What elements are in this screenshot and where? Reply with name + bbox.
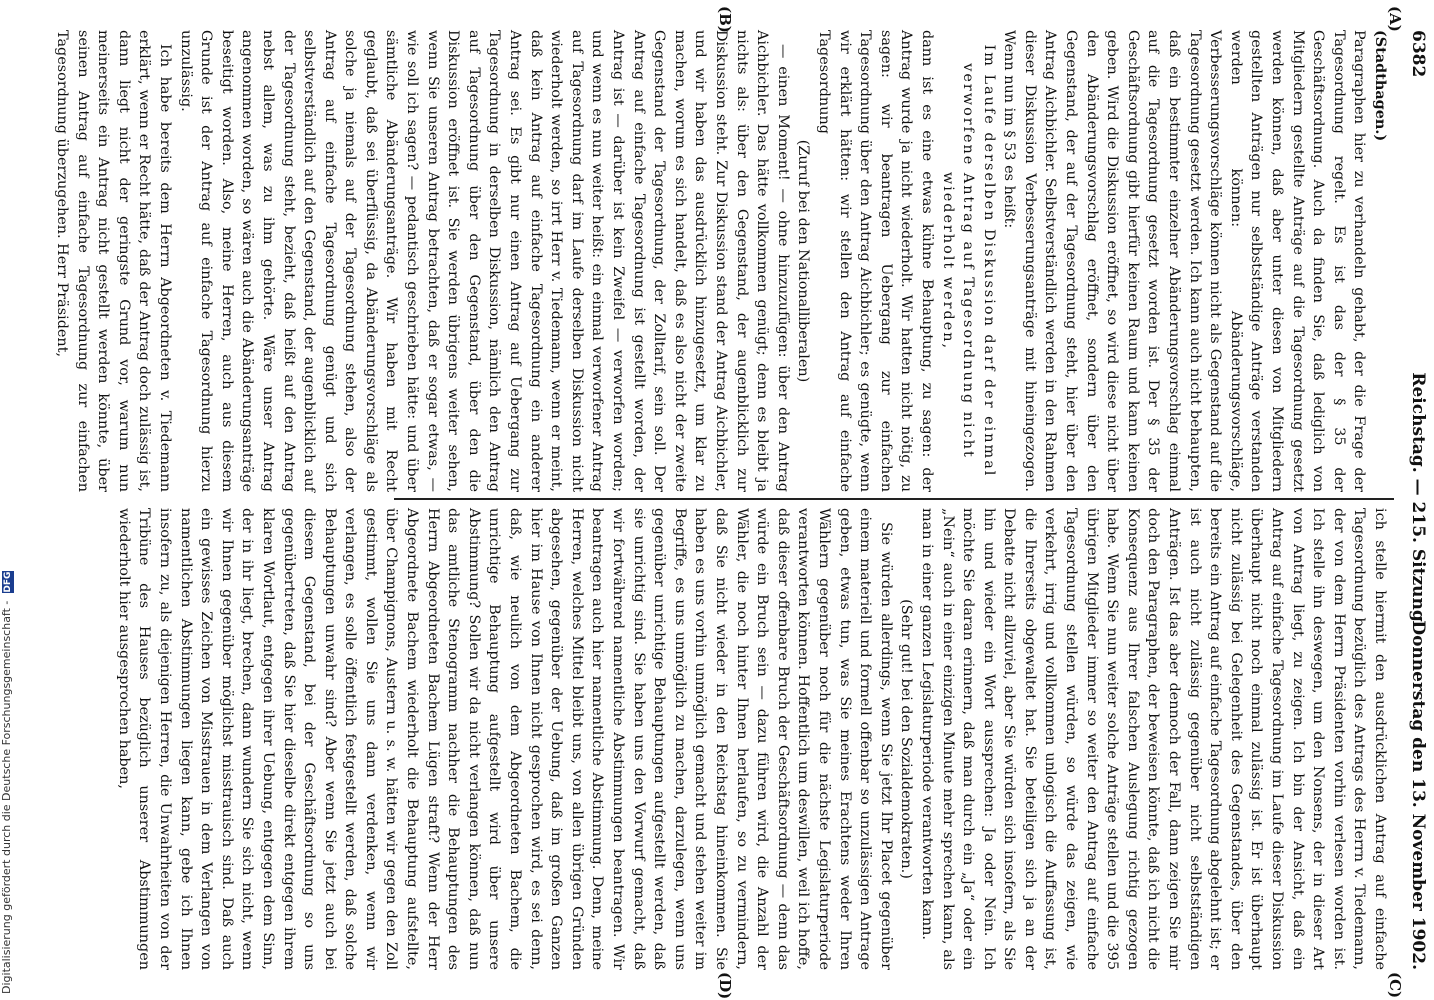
header-session: Reichstag. — 215. Sitzung. bbox=[1408, 372, 1428, 628]
credit-text: Digitalisierung gefördert durch die Deutsche Forschungsgemeinschaft - bbox=[0, 600, 13, 994]
paragraph: Ich habe bereits dem Herrn Abgeordneten v. Tiedemann erklärt, wenn er Recht hätte, daß der Antrag doch zulässig ist, dann liegt nicht der geringste Grund vor, warum nun meinerseits ein Antrag nicht gestellt werden könnte, über seinen Antrag auf einfache Tagesordnung zur einfachen Tagesordnung überzugehen. Herr Präsident, bbox=[54, 30, 173, 492]
digitization-credit bbox=[0, 0, 14, 1000]
quote-paragraph: Im Laufe derselben Diskussion darf der einmal verworfene Antrag auf Tagesordnung nicht wiederholt werden, bbox=[939, 44, 997, 478]
margin-letter-b: (B) bbox=[716, 6, 734, 33]
left-text-column bbox=[54, 30, 1390, 492]
paragraph: dann ist es eine etwas kühne Behauptung, zu sagen: der Antrag wurde ja nicht wiederholt. Wir hatten nicht nötig, zu sagen: wir beantragen Uebergang zur einfachen Tagesordnung über den Antrag Aichbichler; es genügte, wenn wir erklärt hätten: wir stellen den Antrag auf einfache Tagesordnung bbox=[815, 30, 935, 492]
interjection: (Sehr gut! bei den Sozialdemokraten.) bbox=[898, 599, 915, 879]
margin-letter-c: (C) bbox=[1386, 972, 1404, 999]
paragraph: Sie würden allerdings, wenn Sie jetzt Ihr Placet gegenüber einem materiell und formell offenbar so unzulässigen Antrage geben, etwas tun, was Sie meines Erachtens weder Ihren Wählern gegenüber noch für die nächste Legislaturperiode verantworten können. Hoffentlich um deswillen, weil ich hoffe, daß dieser offenbare Bruch der Geschäftsordnung — denn das würde ein Bruch sein — dazu führen wird, die Anzahl der Wähler, die noch hinter Ihnen herlaufen, so zu vermindern, daß Sie nicht wieder in den Reichstag hineinkommen. Sie haben es uns vorhin unmöglich gemacht und stehen weiter im Begriffe, es uns unmöglich zu machen, darzulegen, wenn uns gegenüber unrichtige Behauptungen aufgestellt werden, daß sie unrichtig sind. Sie haben uns den Vorwurf gemacht, daß wir fortwährend namentliche Abstimmungen beantragen. Wir beantragen auch hier namentliche Abstimmung. Denn, meine Herren, welches Mittel bleibt uns, von allen übrigen Gründen abgesehen, gegenüber der Uebung, daß im großen Ganzen hier im Hause von Ihnen nicht gesprochen wird, es sei denn, daß, wie neulich von dem Abgeordneten Bachem, die unrichtige Behauptung aufgestellt wird über unsere Abstimmung? Sollen wir da nicht verlangen können, daß nun das amtliche Stenogramm nachher die Behauptungen des Herrn Abgeordneten Bachem Lügen straft? Wenn der Herr Abgeordnete Bachem wiederholt die Behauptung aufstellte, über Champignons, Austern u. s. w. hätten wir gegen den Zoll gestimmt, wollen Sie uns dann verdenken, wenn wir verlangen, es solle öffentlich festgestellt werden, daß solche Behauptungen unwahr sind? Aber wenn Sie jetzt auch bei diesem Gegenstand, bei der Geschäftsordnung so uns gegenübertreten, daß Sie hier dieselbe direkt entgegen ihrem klaren Wortlaut, entgegen ihrer Uebung, entgegen dem Sinn, der in ihr liegt, brechen, dann wundern Sie sich nicht, wenn wir Ihnen gegenüber möglichst misstrauisch sind. Daß auch ein gewisses Zeichen von Misstrauen in dem Verlangen von namentlichen Abstimmungen liegen kann, gebe ich Ihnen insofern zu, als diejenigen Herren, die Unwahrheiten von der Tribüne des Hauses bezüglich unserer Abstimmungen wiederholt hier ausgesprochen haben, bbox=[115, 508, 894, 970]
margin-letter-d: (D) bbox=[716, 972, 734, 1000]
paragraph: Paragraphen hier zu verhandeln gehabt, der die Frage der Tagesordnung regelt. Es ist das der § 35 der Geschäftsordnung. Auch da finden Sie, daß lediglich von Mitgliedern gestellte Anträge auf die Tagesordnung gesetzt werden können, daß aber unter diesen von Mitgliedern gestellten Anträgen nur selbstständige Anträge verstanden werden können: Abänderungsvorschläge, Verbesserungsvorschläge können nicht als Gegenstand auf die Tagesordnung gesetzt werden. Ich kann auch nicht behaupten, daß ein bestimmter einzelner Abänderungsvorschlag einmal auf die Tagesordnung gesetzt worden ist. Der § 35 der Geschäftsordnung gibt hierfür keinen Raum und kann keinen geben. Wird die Diskussion eröffnet, so wird diese nicht über den Abänderungsvorschlag eröffnet, sondern über den Gegenstand, der auf der Tagesordnung steht, hier über den Antrag Aichbichler. Selbstverständlich werden in den Rahmen dieser Diskussion Verbesserungsanträge mit hineingezogen. Wenn nun im § 53 es heißt: bbox=[1001, 30, 1368, 492]
dfg-logo-icon: DFG bbox=[3, 571, 13, 593]
page-number: 6382 bbox=[1408, 30, 1428, 78]
margin-letter-a: (A) bbox=[1386, 6, 1404, 32]
paragraph: ich stelle hiermit den ausdrücklichen Antrag auf einfache Tagesordnung bezüglich des Antrags des Herrn v. Tiedemann, der von dem Herrn Präsidenten vorhin verlesen worden ist. Ich stelle ihn deswegen, um den Nonsens, der in dieser Art von Antrag liegt, zu zeigen. Ich bin der Ansicht, daß ein Antrag auf einfache Tagesordnung im Laufe dieser Diskussion überhaupt nicht noch einmal zulässig ist. Er ist überhaupt nicht zulässig bei Gelegenheit des Gegenstandes, über den bereits ein Antrag auf einfache Tagesordnung abgelehnt ist; er ist auch nicht zulässig gegenüber nicht selbstständigen Anträgen. Ist das aber dennoch der Fall, dann zeigen Sie mir doch den Paragraphen, der beweisen könnte, daß ich nicht die Konsequenz aus Ihrer falschen Auslegung richtig gezogen habe. Wenn Sie nun weiter solche Anträge stellen und die 395 übrigen Mitglieder immer so weiter den Antrag auf einfache Tagesordnung stellen würden, so würde das zeigen, wie verkehrt, irrig und vollkommen unlogisch die Auffassung ist, die Ihrerseits obgewaltet hat. Sie beteiligen sich ja an der Debatte nicht allzuviel, aber Sie würden sich insofern, als Sie hin und wieder ein Wort aussprechen: Ja oder Nein. Ich möchte Sie daran erinnern, daß man durch ein „Ja“ oder ein „Nein“ auch in einer einzigen Minute mehr sprechen kann, als man in einer ganzen Legislaturperiode verantworten kann. bbox=[918, 508, 1388, 970]
right-text-column bbox=[115, 508, 1390, 970]
interjection: (Zuruf bei den Nationalliberalen) bbox=[795, 139, 812, 383]
page-header bbox=[1402, 30, 1430, 970]
header-date: Donnerstag den 13. November 1902. bbox=[1408, 620, 1428, 970]
speaker-tag: (Stadthagen.) bbox=[1372, 30, 1389, 142]
paragraph: — einen Moment! — ohne hinzuzufügen: über den Antrag Aichbichler. Das hätte vollkommen genügt; denn es bleibt ja nichts als: über den Gegenstand, der augenblicklich zur Diskussion steht. Zur Diskussion stand der Antrag Aichbichler, und wir haben das ausdrücklich hinzugesetzt, um klar zu machen, worum es sich handelt, daß es also nicht der zweite Gegenstand der Tagesordnung, der Zolltarif, sein soll. Der Antrag auf einfache Tagesordnung ist gestellt worden, der Antrag ist — darüber ist kein Zweifel — verworfen worden; und wenn es nun weiter heißt: ein einmal verworfener Antrag auf Tagesordnung darf im Laufe derselben Diskussion nicht wiederholt werden, so irrt Herr v. Tiedemann, wenn er meint, daß kein Antrag auf einfache Tagesordnung ein anderer Antrag sei. Es gibt nur einen Antrag auf Uebergang zur Tagesordnung in derselben Diskussion, nämlich den Antrag auf Tagesordnung über den Gegenstand, über den die Diskussion eröffnet ist. Sie werden übrigens weiter sehen, wenn Sie unseren Antrag betrachten, daß er sogar etwas, — wie soll ich sagen? — pedantisch geschrieben hätte: und über sämtliche Abänderungsanträge. Wir haben mit Recht geglaubt, daß sei überflüssig, da Abänderungsvorschläge als solche ja niemals auf der Tagesordnung stehen, also der Antrag auf einfache Tagesordnung genügt und sich selbstverständlich auf den Gegenstand, der augenblicklich auf der Tagesordnung steht, bezieht, daß heißt auf den Antrag nebst allem, was zu ihm gehörte. Wäre unser Antrag angenommen worden, so wären auch die Abänderungsanträge beseitigt worden. Also, meine Herren, auch aus diesem Grunde ist der Antrag auf einfache Tagesordnung hierzu unzulässig. bbox=[177, 30, 791, 492]
column-divider bbox=[394, 498, 1394, 500]
